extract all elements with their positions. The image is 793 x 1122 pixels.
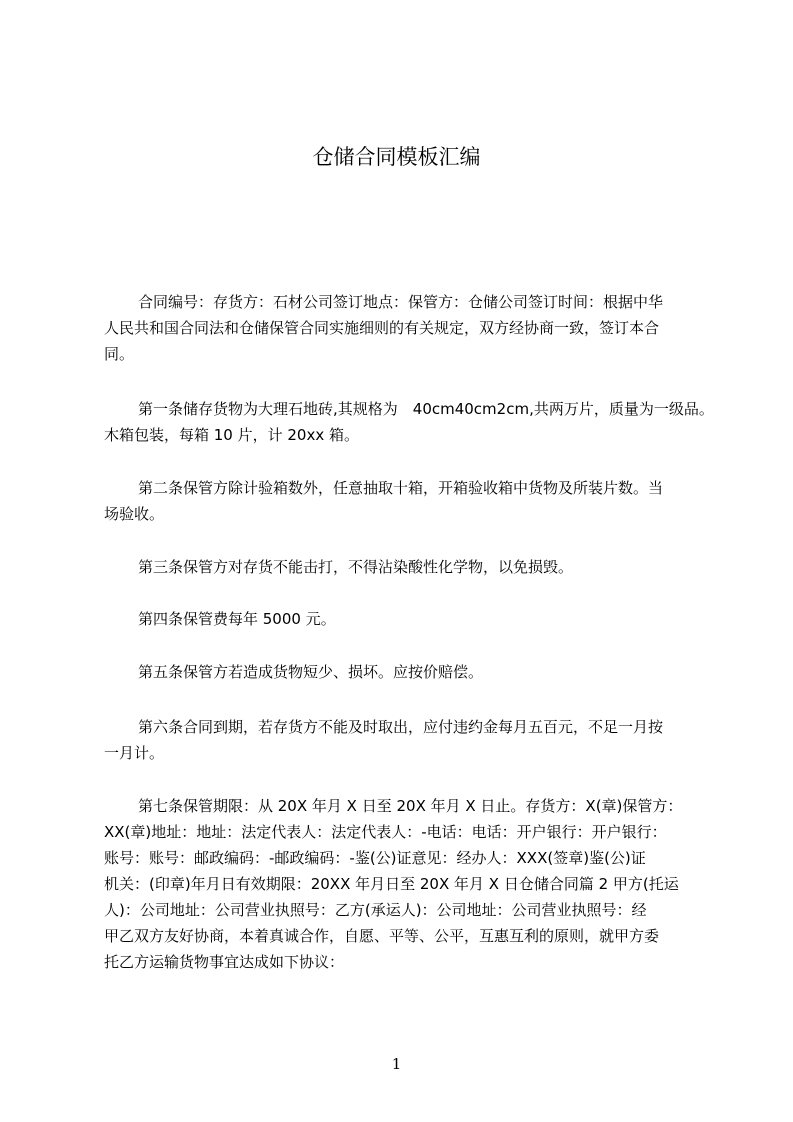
text-line: 第一条储存货物为大理石地砖,其规格为 40cm40cm2cm,共两万片，质量为一级品。: [138, 400, 714, 418]
paragraph-article-4: [104, 606, 724, 632]
text-line: 木箱包装，每箱 10 片，计 20xx 箱。: [104, 426, 360, 444]
text-line: 同。: [104, 345, 135, 363]
page-number: 1: [391, 1055, 402, 1073]
paragraph-article-7: [104, 793, 724, 975]
text-line: 场验收。: [104, 505, 165, 523]
text-line: 一月计。: [104, 744, 165, 762]
paragraph-article-2: [104, 475, 724, 527]
text-line: 机关：(印章)年月日有效期限：20XX 年月日至 20X 年月 X 日仓储合同篇 2 甲方(托运: [104, 875, 679, 893]
text-line: 第四条保管费每年 5000 元。: [138, 610, 336, 628]
text-line: 人)：公司地址：公司营业执照号：乙方(承运人)：公司地址：公司营业执照号：经: [104, 901, 647, 919]
text-line: 托乙方运输货物事宜达成如下协议：: [104, 953, 345, 971]
text-line: 账号：账号：邮政编码：-邮政编码：-鉴(公)证意见：经办人：XXX(签章)鉴(公)证: [104, 849, 646, 867]
text-line: XX(章)地址：地址：法定代表人：法定代表人：-电话：电话：开户银行：开户银行：: [104, 823, 667, 841]
text-line: 第二条保管方除计验箱数外，任意抽取十箱，开箱验收箱中货物及所装片数。当: [138, 479, 664, 497]
paragraph-article-5: [104, 659, 724, 685]
document-title: 仓储合同模板汇编: [312, 145, 481, 169]
text-line: 第六条合同到期，若存货方不能及时取出，应付违约金每月五百元，不足一月按: [138, 718, 664, 736]
text-line: 合同编号：存货方：石材公司签订地点：保管方：仓储公司签订时间：根据中华: [138, 293, 664, 311]
text-line: 人民共和国合同法和仓储保管合同实施细则的有关规定，双方经协商一致，签订本合: [104, 319, 660, 337]
text-line: 第七条保管期限：从 20X 年月 X 日至 20X 年月 X 日止。存货方：X(章)保管方：: [138, 797, 683, 815]
text-line: 甲乙双方友好协商，本着真诚合作，自愿、平等、公平，互惠互利的原则，就甲方委: [104, 927, 660, 945]
text-line: 第五条保管方若造成货物短少、损坏。应按价赔偿。: [138, 663, 484, 681]
paragraph-article-3: [104, 554, 724, 580]
paragraph-article-1: [104, 396, 724, 448]
paragraph-preamble: [104, 289, 724, 367]
paragraph-article-6: [104, 714, 724, 766]
text-line: 第三条保管方对存货不能击打，不得沾染酸性化学物，以免损毁。: [138, 558, 574, 576]
